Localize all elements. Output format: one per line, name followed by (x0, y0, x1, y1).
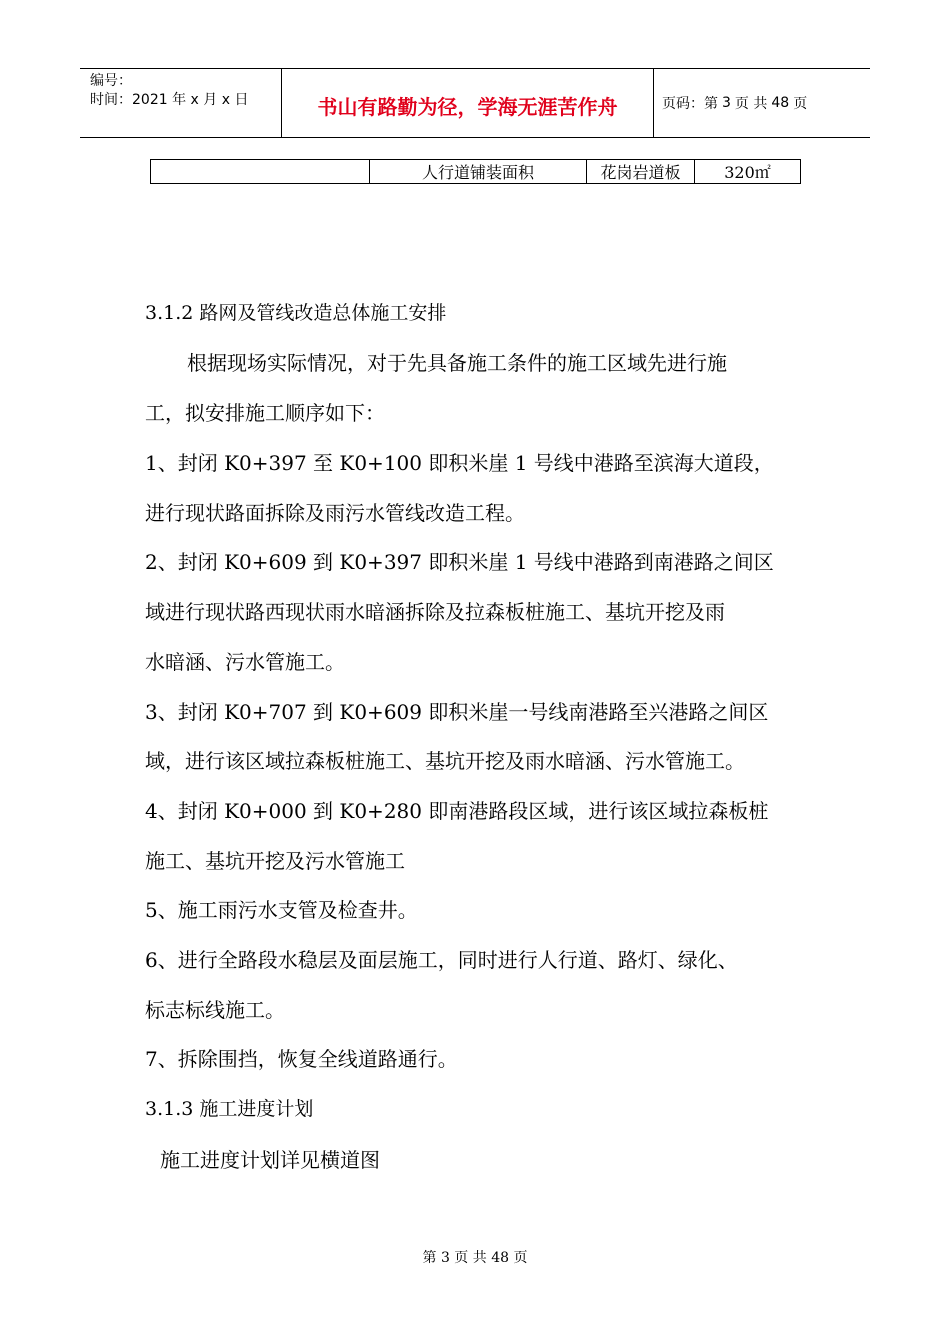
header-meta (80, 69, 282, 137)
list-item-cont: 标志标线施工。 (145, 998, 285, 1022)
section-heading: 3.1.2 路网及管线改造总体施工安排 (145, 302, 447, 324)
table-cell (151, 160, 370, 184)
list-item: 1、封闭 K0+397 至 K0+100 即积米崖 1 号线中港路至滨海大道段， (145, 451, 774, 475)
paragraph-line: 根据现场实际情况，对于先具备施工条件的施工区域先进行施 (187, 351, 727, 375)
list-item-cont: 进行现状路面拆除及雨污水管线改造工程。 (145, 501, 525, 525)
table-row (151, 160, 801, 184)
header-motto: 书山有路勤为径，学海无涯苦作舟 (282, 69, 654, 137)
code-label: 编号： (90, 73, 132, 89)
list-item-cont: 域进行现状路西现状雨水暗涵拆除及拉森板桩施工、基坑开挖及雨 (145, 600, 725, 624)
list-item: 2、封闭 K0+609 到 K0+397 即积米崖 1 号线中港路到南港路之间区 (145, 550, 774, 574)
date-label: 时间：2021 年 x 月 x 日 (90, 92, 249, 108)
page-end: 页 (793, 96, 808, 112)
header-page-info (654, 69, 870, 137)
list-item: 6、进行全路段水稳层及面层施工，同时进行人行道、路灯、绿化、 (145, 948, 738, 972)
list-item-cont: 水暗涵、污水管施工。 (145, 650, 345, 674)
page-number: 3 (722, 95, 731, 111)
spec-table (150, 159, 801, 184)
list-item: 7、拆除围挡，恢复全线道路通行。 (145, 1047, 458, 1071)
page-total: 48 (771, 95, 790, 111)
list-item-cont: 域，进行该区域拉森板桩施工、基坑开挖及雨水暗涵、污水管施工。 (145, 749, 745, 773)
table-cell: 320㎡ (695, 160, 801, 184)
list-item: 5、施工雨污水支管及检查井。 (145, 898, 418, 922)
list-item: 3、封闭 K0+707 到 K0+609 即积米崖一号线南港路至兴港路之间区 (145, 700, 769, 724)
paragraph-line: 施工进度计划详见横道图 (160, 1148, 380, 1172)
page-footer: 第 3 页 共 48 页 (422, 1250, 528, 1266)
list-item-cont: 施工、基坑开挖及污水管施工 (145, 849, 405, 873)
list-item: 4、封闭 K0+000 到 K0+280 即南港路段区域，进行该区域拉森板桩 (145, 799, 769, 823)
paragraph-line: 工，拟安排施工顺序如下： (145, 401, 385, 425)
table-cell: 人行道铺装面积 (370, 160, 587, 184)
page-mid: 页 共 (734, 96, 768, 112)
table-cell: 花岗岩道板 (587, 160, 695, 184)
page-label: 页码：第 (662, 96, 718, 112)
page-header (80, 68, 870, 138)
section-heading: 3.1.3 施工进度计划 (145, 1098, 314, 1120)
